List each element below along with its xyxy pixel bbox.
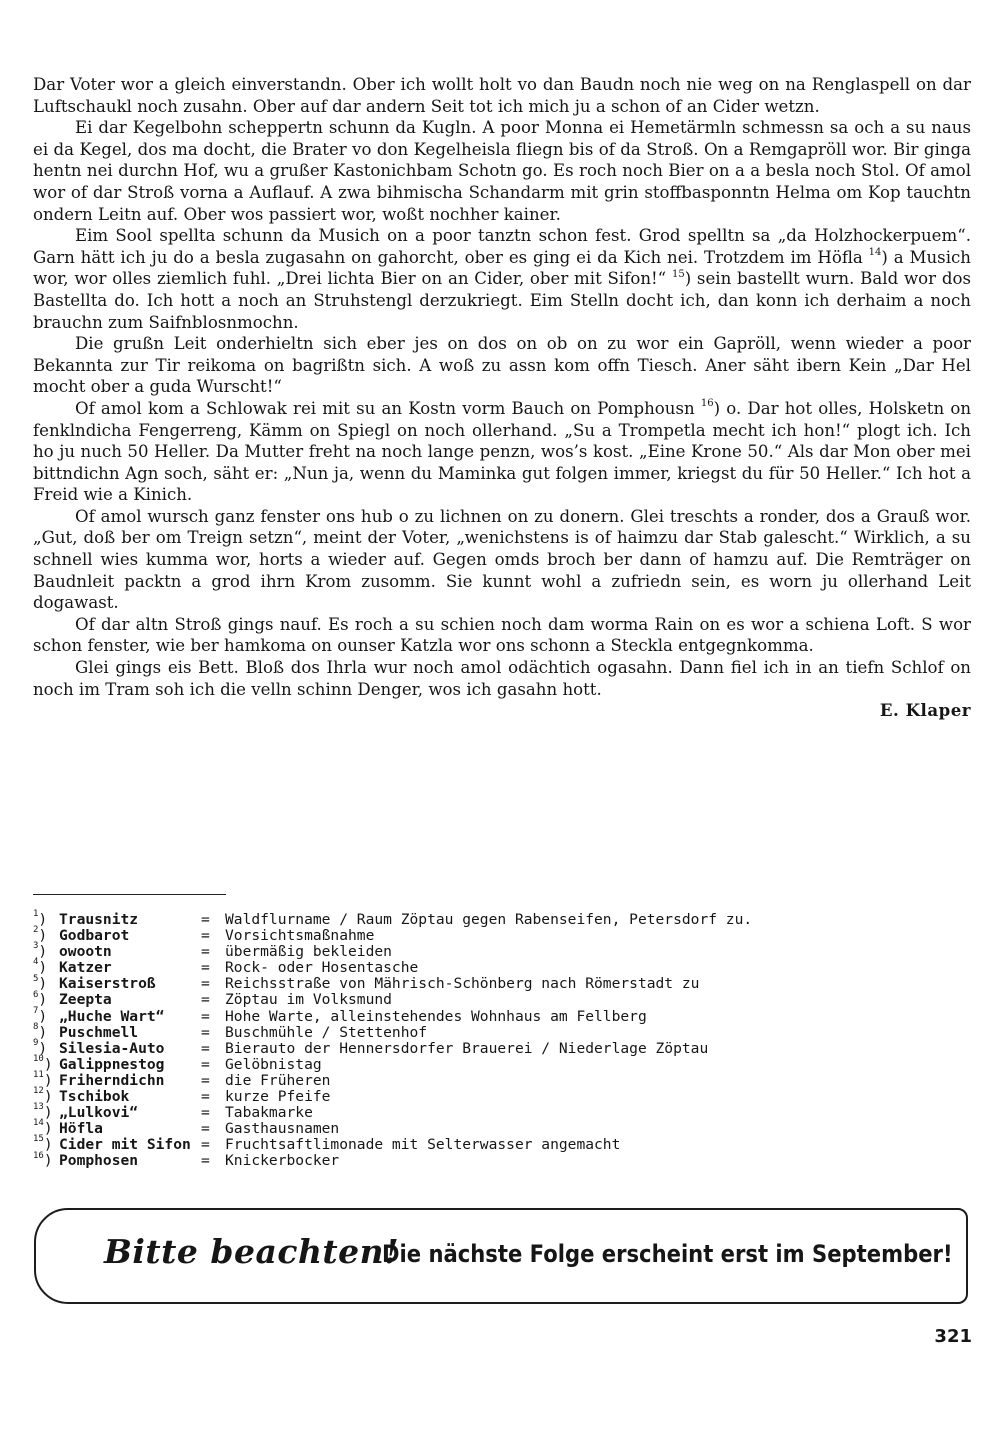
footnote-item — [33, 909, 793, 928]
footnote-equals: = — [201, 1088, 210, 1106]
footnote-number-value: 4 — [33, 957, 39, 968]
footnote-number-value: 6 — [33, 989, 39, 1000]
footnote-equals: = — [201, 1039, 210, 1057]
footnote-number: $^8$) — [33, 1021, 48, 1041]
footnote-definition: übermäßig bekleiden — [225, 943, 392, 961]
footnote-number-value: 10 — [33, 1053, 44, 1064]
footnote-number: $^2$) — [33, 925, 48, 945]
footnote-item — [33, 1070, 793, 1089]
footnote-term: Höfla — [59, 1120, 103, 1138]
paragraph: Of dar altn Stroß gings nauf. Es roch a su schien noch dam worma Rain on es wor a schiena Loft. S wor schon fenster, wie ber hamkoma on ounser Katzla wor ons schonn a Steckla entgegnkomma. — [33, 614, 971, 656]
story-text — [33, 74, 971, 722]
footnote-equals: = — [201, 1023, 210, 1041]
paragraph: Die grußn Leit onderhieltn sich eber jes on dos on ob on zu wor ein Gapröll, wenn wieder a poor Bekannta zur Tir reikoma on bagrißtn sich. A woß zu assn kom offn Tiesch. Aner säht ibern Kein „Dar Hel mocht ober a guda Wurscht!“ — [33, 334, 971, 397]
footnote-number: $^7$) — [33, 1005, 48, 1025]
footnote-ref: 16 — [700, 398, 714, 410]
footnote-term: Trausnitz — [59, 911, 139, 928]
footnote-item — [33, 1118, 793, 1138]
author-signature: E. Klaper — [879, 700, 971, 721]
footnote-definition: kurze Pfeife — [225, 1088, 331, 1106]
footnote-number: $^4$) — [33, 957, 48, 977]
paragraph: Ei dar Kegelbohn scheppertn schunn da Kugln. A poor Monna ei Hemetärmln schmessn sa och a su naus ei da Kegel, dos ma docht, die Brater vo don Kegelheisla fliegn bis of da Stroß. On a Remgapröll wor. Bir ginga hentn nei durchn Hof, wu a grußer Kastonichbam Schotn go. Es roch noch Bier on a a besla noch Stol. Of amol wor of dar Stroß vorna a Auflauf. A zwa bihmischa Schandarm mit grin stoffbasponntn Helma om Kop tauchtn ondern Leitn auf. Ober wos passiert wor, woßt nochher kainer. — [33, 118, 971, 224]
footnote-item — [33, 925, 793, 945]
footnote-number: $^{10}$) — [33, 1053, 53, 1073]
footnote-number: $^5$) — [33, 973, 48, 993]
footnote-equals: = — [201, 1007, 210, 1025]
footnote-number: $^6$) — [33, 989, 48, 1009]
footnote-equals: = — [201, 1136, 210, 1154]
footnote-definition: Buschmühle / Stettenhof — [225, 1023, 428, 1041]
footnote-equals: = — [201, 943, 210, 961]
footnote-number-value: 11 — [33, 1070, 44, 1081]
footnote-number-value: 13 — [33, 1102, 44, 1113]
footnote-definition: Hohe Warte, alleinstehendes Wohnhaus am Fellberg — [225, 1007, 647, 1025]
footnote-number: $^{13}$) — [33, 1102, 53, 1122]
footnote-number-value: 8 — [33, 1021, 39, 1032]
footnote-number-value: 2 — [33, 925, 39, 936]
footnote-item — [33, 973, 793, 993]
footnote-equals: = — [201, 1120, 210, 1138]
footnote-number: $^1$) — [33, 909, 48, 928]
footnote-item — [33, 989, 793, 1009]
footnote-term: Pomphosen — [59, 1152, 139, 1170]
footnote-term: Kaiserstroß — [59, 975, 156, 993]
footnote-item — [33, 941, 793, 961]
footnote-number: $^{16}$) — [33, 1150, 53, 1170]
footnote-item — [33, 1053, 793, 1073]
footnote-equals: = — [201, 991, 210, 1009]
paragraph: Dar Voter wor a gleich einverstandn. Ober ich wollt holt vo dan Baudn noch nie weg on na Renglaspell on dar Luftschaukl noch zusahn. Ober auf dar andern Seit tot ich mich ju a schon of an Cider wetzn. — [33, 75, 971, 116]
footnote-item — [33, 1037, 793, 1057]
footnote-definition: Gasthausnamen — [225, 1120, 340, 1138]
footnote-term: Silesia-Auto — [59, 1039, 165, 1057]
footnote-definition: Gelöbnistag — [225, 1055, 322, 1073]
footnote-definition: Zöptau im Volksmund — [225, 991, 392, 1009]
footnote-item — [33, 1021, 793, 1041]
footnote-equals: = — [201, 1071, 210, 1089]
footnote-equals: = — [201, 927, 210, 945]
notice-title: Bitte beachten! — [104, 1232, 400, 1271]
footnote-number: $^{14}$) — [33, 1118, 53, 1138]
footnote-term: „Huche Wart“ — [59, 1007, 165, 1025]
footnote-number-value: 9 — [33, 1037, 39, 1048]
footnote-term: Cider mit Sifon — [59, 1136, 191, 1154]
footnote-number: $^{12}$) — [33, 1086, 53, 1106]
footnote-term: Katzer — [59, 959, 112, 977]
paragraph-text: ) sein bastellt wurn. Bald wor dos Bastellta do. Ich hott a noch an Struhstengl derzukriegt. Eim Stelln docht ich, dan konn ich derhaim a noch brauchn zum Saifnblosnmochn. — [33, 269, 971, 332]
paragraph: Glei gings eis Bett. Bloß dos Ihrla wur noch amol odächtich ogasahn. Dann fiel ich in an tiefn Schlof on noch im Tram soh ich die velln schinn Denger, wos ich gasahn hott. — [33, 658, 971, 699]
footnote-number: $^{15}$) — [33, 1134, 53, 1154]
footnote-number-value: 12 — [33, 1086, 44, 1097]
footnote-number-value: 16 — [33, 1150, 44, 1161]
footnote-divider — [33, 894, 226, 895]
footnote-number-value: 5 — [33, 973, 39, 984]
footnote-term: Puschmell — [59, 1023, 139, 1041]
footnote-number: $^{11}$) — [33, 1070, 53, 1089]
paragraph-text: Of amol kom a Schlowak rei mit su an Kostn vorm Bauch on Pomphousn — [75, 398, 695, 418]
footnote-equals: = — [201, 1055, 210, 1073]
footnote-definition: Waldflurname / Raum Zöptau gegen Rabenseifen, Petersdorf zu. — [225, 911, 753, 928]
footnote-definition: Fruchtsaftlimonade mit Selterwasser angemacht — [225, 1136, 621, 1154]
footnote-term: Tschibok — [59, 1088, 130, 1106]
footnote-term: Galippnestog — [59, 1055, 165, 1073]
paragraph: Of amol wursch ganz fenster ons hub o zu lichnen on zu donern. Glei treschts a ronder, dos a Grauß wor. „Gut, doß ber om Treign setzn“, meint der Voter, „wenichstens is of haimzu dar Stab galescht.“ Wirklich, a su schnell wies kumma wor, horts a wieder auf. Gegen omds broch ber dann of hamzu auf. Die Remträger on Baudnleit packtn a grod ihrn Krom zusomm. Sie kunnt wohl a zufriedn sein, es worn ju ollerhand Leit dogawast. — [33, 506, 971, 613]
footnote-item — [33, 1150, 793, 1170]
footnote-equals: = — [201, 975, 210, 993]
footnote-term: Godbarot — [59, 927, 130, 945]
footnote-number-value: 1 — [33, 909, 39, 920]
footnote-equals: = — [201, 911, 210, 928]
footnote-definition: Tabakmarke — [225, 1104, 313, 1122]
footnote-equals: = — [201, 1152, 210, 1170]
footnote-term: „Lulkovi“ — [59, 1104, 139, 1122]
footnote-item — [33, 1086, 793, 1106]
paragraph-text: ) a Musich wor, wor olles ziemlich fuhl. „Drei lichta Bier on an Cider, ober mit Sifon!“ — [33, 247, 971, 289]
footnote-definition: die Früheren — [225, 1071, 331, 1089]
footnote-item — [33, 1005, 793, 1025]
paragraph — [33, 225, 971, 333]
footnote-definition: Bierauto der Hennersdorfer Brauerei / Niederlage Zöptau — [225, 1039, 709, 1057]
notice-text: Die nächste Folge erscheint erst im September! — [382, 1240, 953, 1268]
footnote-term: Zeepta — [59, 991, 112, 1009]
footnote-number-value: 7 — [33, 1005, 39, 1016]
footnote-ref: 14 — [868, 247, 882, 259]
notice-box — [34, 1208, 968, 1304]
footnote-ref: 15 — [671, 268, 685, 280]
footnote-equals: = — [201, 959, 210, 977]
footnote-term: owootn — [59, 943, 112, 961]
footnote-equals: = — [201, 1104, 210, 1122]
paragraph — [33, 398, 971, 506]
paragraph-text: Eim Sool spellta schunn da Musich on a poor tanztn schon fest. Grod spelltn sa „da Holzhockerpuem“. Garn hätt ich ju do a besla zugasahn on gahorcht, ober es ging ei da Kich nei. Trotzdem im Höfla — [33, 226, 971, 267]
footnote-definition: Reichsstraße von Mährisch-Schönberg nach Römerstadt zu — [225, 975, 700, 993]
paragraph-text: ) o. Dar hot olles, Holsketn on fenklndicha Fengerreng, Kämm on Spiegl on noch ollerhand. „Su a Trompetla mecht ich hon!“ plogt ich. Ich ho ju nuch 50 Heller. Da Mutter freht na noch lange penzn, wos’s kost. „Eine Krone 50.“ Als dar Mon ober mei bittndichn Agn soch, säht er: „Nun ja, wenn du Maminka gut folgen immer, kriegst du für 50 Heller.“ Ich hot a Freid wie a Kinich. — [33, 398, 972, 505]
footnote-list — [33, 909, 793, 1170]
footnote-number-value: 3 — [33, 941, 39, 952]
footnote-definition: Rock- oder Hosentasche — [225, 959, 419, 977]
footnote-definition: Vorsichtsmaßnahme — [225, 927, 375, 945]
footnote-number-value: 14 — [33, 1118, 44, 1129]
footnote-term: Friherndichn — [59, 1071, 165, 1089]
footnote-item — [33, 1134, 793, 1154]
footnote-item — [33, 1102, 793, 1122]
footnote-number: $^9$) — [33, 1037, 48, 1057]
footnote-number-value: 15 — [33, 1134, 44, 1145]
footnote-item — [33, 957, 793, 977]
footnote-number: $^3$) — [33, 941, 48, 961]
footnote-definition: Knickerbocker — [225, 1152, 340, 1170]
page-number: 321 — [934, 1326, 972, 1347]
